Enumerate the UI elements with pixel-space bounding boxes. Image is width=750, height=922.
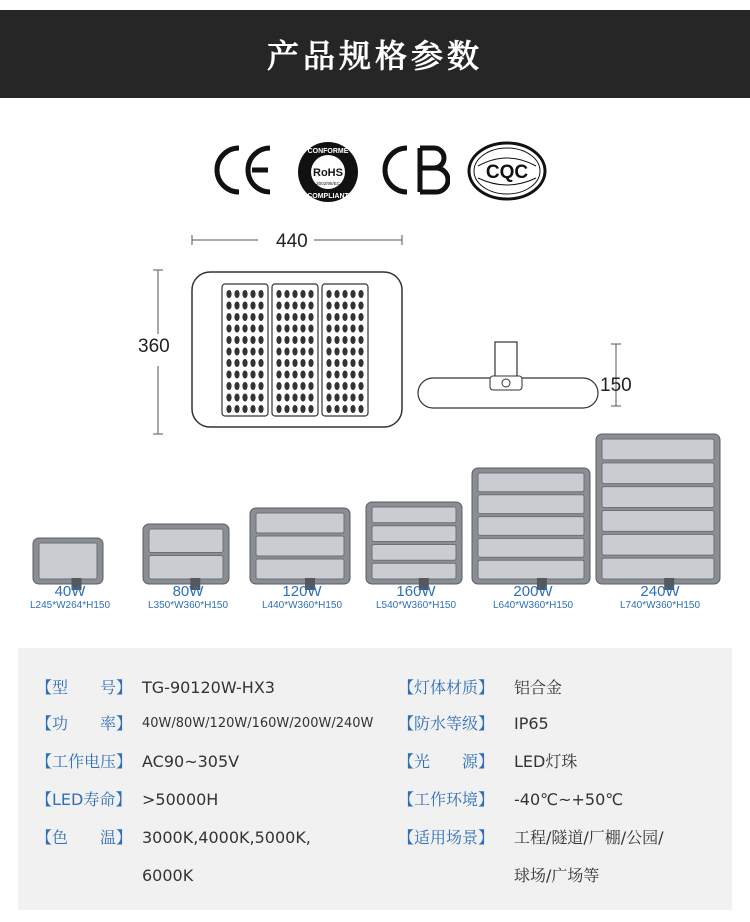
spec-label-power: 【功 率】 [36, 714, 133, 733]
rohs-main-text: RoHS [313, 167, 343, 179]
ce-mark-icon [212, 140, 274, 200]
spec-value-voltage: AC90~305V [142, 752, 240, 771]
rohs-mark-icon [296, 140, 360, 204]
floodlight-200w-icon [464, 464, 602, 594]
specifications-panel [18, 648, 732, 910]
model-item [247, 583, 357, 611]
width-dimension-label: 440 [276, 231, 308, 252]
model-size: L440*W360*H150 [261, 600, 343, 611]
model-power: 160W [396, 583, 436, 600]
floodlight-160w-icon [358, 498, 474, 594]
page-title: 产品规格参数 [266, 37, 483, 75]
spec-row [18, 670, 732, 706]
spec-value-power: 40W/80W/120W/160W/200W/240W [142, 716, 374, 731]
spec-value-light-source: LED灯珠 [514, 752, 578, 771]
cqc-mark-icon [466, 140, 548, 202]
spec-row [18, 782, 732, 818]
spec-value-scene-2: 球场/广场等 [514, 866, 600, 885]
model-power: 240W [640, 583, 680, 600]
model-power: 200W [513, 583, 553, 600]
model-size: L640*W360*H150 [492, 600, 574, 611]
model-lineup [0, 430, 750, 630]
model-power: 120W [282, 583, 322, 600]
spec-label-led-life: 【LED寿命】 [36, 790, 132, 809]
spec-value-led-life: >50000H [142, 790, 219, 809]
spec-label-model: 【型 号】 [36, 678, 133, 697]
spec-row [18, 858, 732, 894]
spec-label-waterproof: 【防水等级】 [398, 714, 495, 733]
spec-value-material: 铝合金 [514, 678, 563, 697]
dimension-drawings [0, 220, 750, 440]
cb-mark-icon [380, 140, 450, 200]
model-size: L740*W360*H150 [619, 600, 701, 611]
spec-row [18, 744, 732, 780]
spec-row [18, 820, 732, 856]
spec-value-waterproof: IP65 [514, 714, 549, 733]
depth-dimension-label: 150 [600, 375, 632, 396]
model-item [133, 583, 243, 611]
model-size: L540*W360*H150 [375, 600, 457, 611]
model-item [478, 583, 588, 611]
height-dimension-label: 360 [138, 336, 170, 357]
cqc-text: CQC [485, 162, 529, 183]
spec-value-model: TG-90120W-HX3 [142, 678, 275, 697]
spec-label-color-temp: 【色 温】 [36, 828, 133, 847]
spec-value-environment: -40℃~+50℃ [514, 790, 624, 809]
floodlight-240w-icon [588, 430, 732, 594]
spec-label-light-source: 【光 源】 [398, 752, 495, 771]
spec-value-color-temp-2: 6000K [142, 866, 194, 885]
spec-value-scene-1: 工程/隧道/厂棚/公园/ [514, 828, 664, 847]
floodlight-120w-icon [242, 504, 362, 594]
rohs-bottom-text: COMPLIANT [307, 193, 349, 200]
certification-logos [0, 140, 750, 208]
spec-value-color-temp-1: 3000K,4000K,5000K, [142, 828, 311, 847]
page-header [0, 10, 750, 98]
spec-label-environment: 【工作环境】 [398, 790, 495, 809]
model-item [15, 583, 125, 611]
rohs-code-text: 2002/95/EC [316, 181, 340, 186]
model-item [605, 583, 715, 611]
spec-row [18, 706, 732, 742]
model-size: L350*W360*H150 [147, 600, 229, 611]
spec-label-voltage: 【工作电压】 [36, 752, 133, 771]
model-item [361, 583, 471, 611]
model-power: 40W [54, 583, 86, 600]
model-size: L245*W264*H150 [29, 600, 111, 611]
spec-label-scene: 【适用场景】 [398, 828, 495, 847]
front-dimension-drawing [150, 234, 410, 440]
rohs-top-text: CONFORME [307, 148, 349, 155]
spec-label-material: 【灯体材质】 [398, 678, 495, 697]
model-power: 80W [172, 583, 204, 600]
